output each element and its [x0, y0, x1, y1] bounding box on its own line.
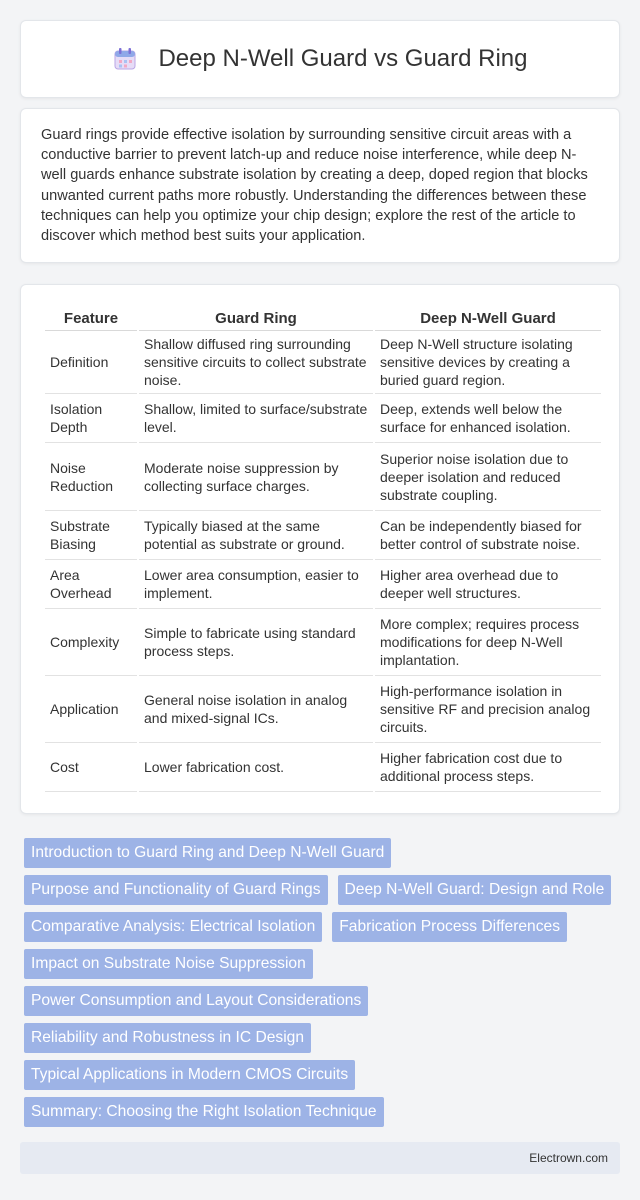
- feature-cell: Cost: [45, 743, 137, 792]
- table-row: [45, 609, 601, 676]
- link-row: [24, 912, 620, 942]
- topic-link[interactable]: Purpose and Functionality of Guard Rings: [24, 875, 328, 905]
- calendar-icon: [112, 46, 138, 72]
- guard-ring-cell: Lower area consumption, easier to implement.: [139, 560, 373, 609]
- table-row: [45, 511, 601, 560]
- table-row: [45, 560, 601, 609]
- column-header: Deep N-Well Guard: [375, 303, 601, 331]
- topic-link[interactable]: Fabrication Process Differences: [332, 912, 567, 942]
- title-card: [20, 20, 620, 98]
- table-row: [45, 676, 601, 743]
- guard-ring-cell: Lower fabrication cost.: [139, 743, 373, 792]
- guard-ring-cell: Simple to fabricate using standard process steps.: [139, 609, 373, 676]
- feature-cell: Definition: [45, 331, 137, 394]
- deep-n-well-cell: Higher area overhead due to deeper well structures.: [375, 560, 601, 609]
- deep-n-well-cell: High-performance isolation in sensitive RF and precision analog circuits.: [375, 676, 601, 743]
- column-header: Feature: [45, 303, 137, 331]
- topic-link[interactable]: Deep N-Well Guard: Design and Role: [338, 875, 612, 905]
- topic-link[interactable]: Reliability and Robustness in IC Design: [24, 1023, 311, 1053]
- feature-cell: Complexity: [45, 609, 137, 676]
- link-row: [24, 949, 620, 979]
- page-title: Deep N-Well Guard vs Guard Ring: [158, 45, 528, 72]
- comparison-table: [43, 303, 603, 792]
- guard-ring-cell: Typically biased at the same potential as substrate or ground.: [139, 511, 373, 560]
- feature-cell: Substrate Biasing: [45, 511, 137, 560]
- topic-link[interactable]: Introduction to Guard Ring and Deep N-Well Guard: [24, 838, 391, 868]
- feature-cell: Noise Reduction: [45, 443, 137, 511]
- table-row: [45, 443, 601, 511]
- intro-paragraph: Guard rings provide effective isolation by surrounding sensitive circuit areas with a conductive barrier to prevent latch-up and reduce noise interference, while deep N-well guards enhance substrate isolation by creating a deep, doped region that blocks unwanted current paths more robustly. Understanding the differences between these techniques can help you optimize your chip design; explore the rest of the article to discover which method best suits your application.: [41, 127, 588, 245]
- link-row: [24, 838, 620, 868]
- topic-link[interactable]: Impact on Substrate Noise Suppression: [24, 949, 313, 979]
- topic-link[interactable]: Comparative Analysis: Electrical Isolation: [24, 912, 322, 942]
- deep-n-well-cell: Can be independently biased for better control of substrate noise.: [375, 511, 601, 560]
- table-header-row: [45, 303, 601, 331]
- intro-card: [20, 108, 620, 263]
- footer: [20, 1142, 620, 1174]
- guard-ring-cell: Moderate noise suppression by collecting surface charges.: [139, 443, 373, 511]
- guard-ring-cell: Shallow diffused ring surrounding sensitive circuits to collect substrate noise.: [139, 331, 373, 394]
- deep-n-well-cell: Superior noise isolation due to deeper isolation and reduced substrate coupling.: [375, 443, 601, 511]
- deep-n-well-cell: Higher fabrication cost due to additional process steps.: [375, 743, 601, 792]
- link-row: [24, 1023, 620, 1053]
- link-row: [24, 986, 620, 1016]
- feature-cell: Application: [45, 676, 137, 743]
- topic-link[interactable]: Summary: Choosing the Right Isolation Technique: [24, 1097, 384, 1127]
- deep-n-well-cell: More complex; requires process modifications for deep N-Well implantation.: [375, 609, 601, 676]
- table-row: [45, 743, 601, 792]
- guard-ring-cell: Shallow, limited to surface/substrate level.: [139, 394, 373, 443]
- link-row: [24, 1060, 620, 1090]
- topic-link[interactable]: Power Consumption and Layout Considerations: [24, 986, 368, 1016]
- table-row: [45, 331, 601, 394]
- feature-cell: Isolation Depth: [45, 394, 137, 443]
- guard-ring-cell: General noise isolation in analog and mixed-signal ICs.: [139, 676, 373, 743]
- footer-site-name: Electrown.com: [529, 1151, 608, 1165]
- link-row: [24, 1097, 620, 1127]
- topic-link[interactable]: Typical Applications in Modern CMOS Circuits: [24, 1060, 355, 1090]
- topic-links: [24, 838, 620, 1134]
- link-row: [24, 875, 620, 905]
- comparison-table-card: [20, 284, 620, 814]
- column-header: Guard Ring: [139, 303, 373, 331]
- table-row: [45, 394, 601, 443]
- feature-cell: Area Overhead: [45, 560, 137, 609]
- deep-n-well-cell: Deep N-Well structure isolating sensitive devices by creating a buried guard region.: [375, 331, 601, 394]
- deep-n-well-cell: Deep, extends well below the surface for enhanced isolation.: [375, 394, 601, 443]
